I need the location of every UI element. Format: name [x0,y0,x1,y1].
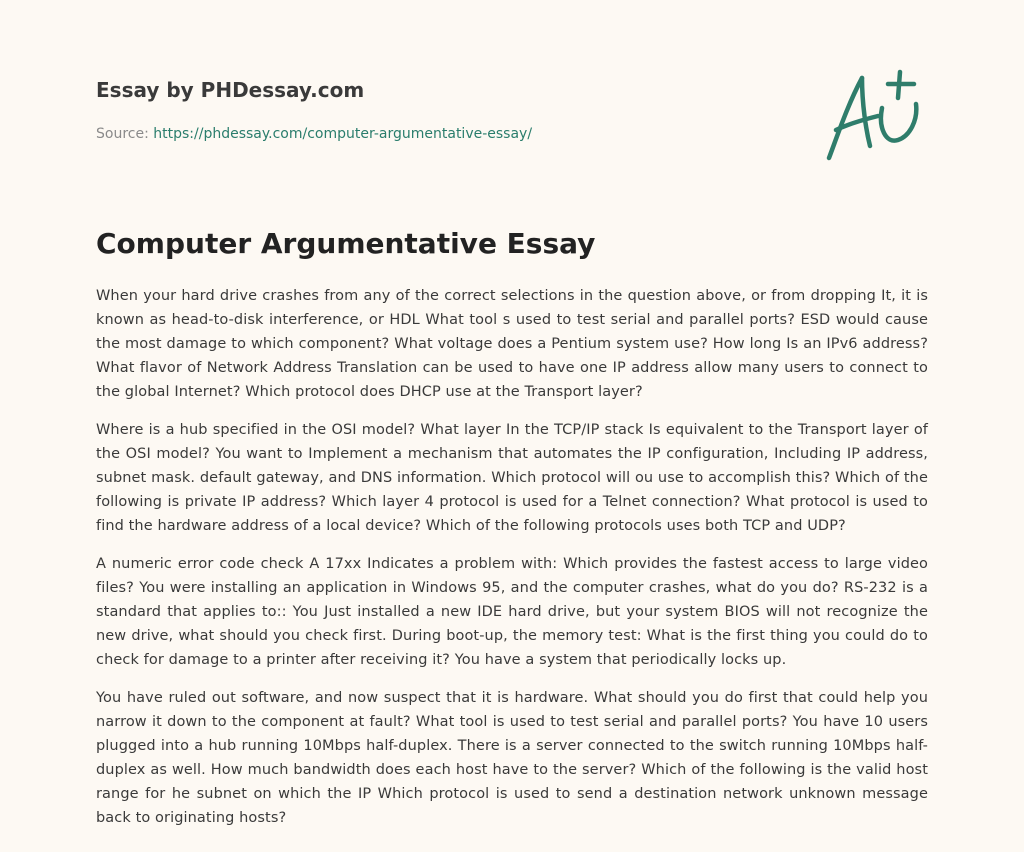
essay-paragraph: A numeric error code check A 17xx Indicates a problem with: Which provides the fastest access to large video files? You were installing an application in Windows 95, and the computer crashes, what do you do? RS-232 is a standard that applies to:: You Just installed a new IDE hard drive, but your system BIOS will not recognize the new drive, what should you check first. During boot-up, the memory test: What is the first thing you could do to check for damage to a printer after receiving it? You have a system that periodically locks up. [96,556,928,668]
essay-body [96,284,928,844]
source-line [96,124,736,144]
source-link[interactable]: https://phdessay.com/computer-argumentative-essay/ [153,126,533,142]
essay-paragraph: When your hard drive crashes from any of the correct selections in the question above, or from dropping It, it is known as head-to-disk interference, or HDL What tool s used to test serial and parallel ports? ESD would cause the most damage to which component? What voltage does a Pentium system use? How long Is an IPv6 address? What flavor of Network Address Translation can be used to have one IP address allow many users to connect to the global Internet? Which protocol does DHCP use at the Transport layer? [96,288,928,400]
essay-paragraph: Where is a hub specified in the OSI model? What layer In the TCP/IP stack Is equivalent to the Transport layer of the OSI model? You want to Implement a mechanism that automates the IP configuration, Including IP address, subnet mask. default gateway, and DNS information. Which protocol will ou use to accomplish this? Which of the following is private IP address? Which layer 4 protocol is used for a Telnet connection? What protocol is used to find the hardware address of a local device? Which of the following protocols uses both TCP and UDP? [96,422,928,534]
a-plus-grade-icon [818,64,928,168]
site-header [96,76,736,144]
essay-paragraph: You have ruled out software, and now suspect that it is hardware. What should you do first that could help you narrow it down to the component at fault? What tool is used to test serial and parallel ports? You have 10 users plugged into a hub running 10Mbps half-duplex. There is a server connected to the switch running 10Mbps half-duplex as well. How much bandwidth does each host have to the server? Which of the following is the valid host range for he subnet on which the IP Which protocol is used to send a destination network unknown message back to originating hosts? [96,690,928,826]
source-label: Source: [96,126,154,142]
essay-title: Computer Argumentative Essay [96,227,596,260]
site-title: Essay by PHDessay.com [96,78,365,102]
